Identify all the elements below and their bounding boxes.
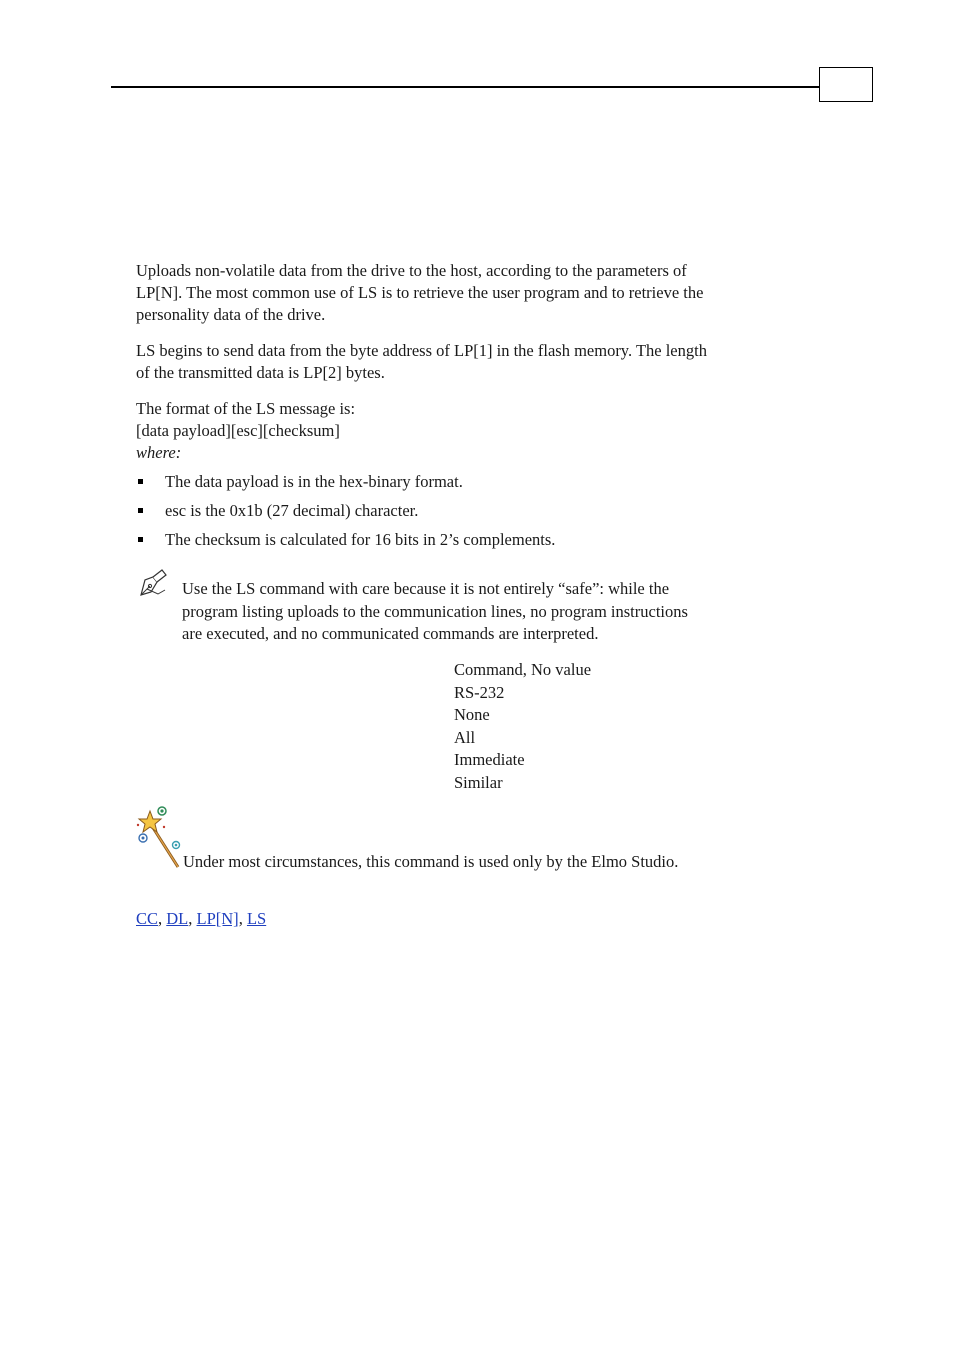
header-rule	[111, 86, 820, 88]
format-string: [data payload][esc][checksum]	[136, 421, 340, 440]
where-label: where:	[136, 443, 182, 462]
text-line: of the transmitted data is LP[2] bytes.	[136, 363, 385, 382]
text-line: program listing uploads to the communication lines, no program instructions	[182, 601, 688, 621]
magic-wand-icon	[134, 805, 182, 869]
format-intro: The format of the LS message is:	[136, 399, 356, 418]
text-line: personality data of the drive.	[136, 305, 326, 324]
description-paragraph-1	[136, 260, 806, 326]
link-separator: ,	[158, 909, 167, 928]
bullet-square-icon	[138, 479, 143, 484]
attribute-type-value: Command, No value	[454, 660, 592, 679]
link-separator: ,	[238, 909, 247, 928]
text-line: Use the LS command with care because it is not entirely “safe”: while the	[182, 579, 670, 598]
description-paragraph-2	[136, 340, 806, 384]
bullet-square-icon	[138, 537, 143, 542]
see-also-links	[136, 908, 266, 930]
link-dl[interactable]: DL	[166, 909, 189, 928]
note-pen-icon	[138, 568, 168, 598]
link-ls[interactable]: LS	[246, 909, 267, 928]
attribute-effect-value: Immediate	[454, 750, 525, 769]
attribute-compatibility-value: Similar	[454, 772, 503, 792]
link-lp-n[interactable]: LP[N]	[196, 909, 239, 928]
attribute-source-value: RS-232	[454, 682, 505, 702]
text-line: LS begins to send data from the byte address of LP[1] in the flash memory. The length	[136, 341, 707, 360]
bullet-square-icon	[138, 508, 143, 513]
tip-text: Under most circumstances, this command is used only by the Elmo Studio.	[183, 852, 679, 871]
attribute-drives-value: All	[454, 727, 476, 747]
page-number-box	[819, 67, 873, 102]
text-line: LP[N]. The most common use of LS is to retrieve the user program and to retrieve the	[136, 283, 704, 302]
link-separator: ,	[188, 909, 197, 928]
list-item-text: The data payload is in the hex-binary format.	[165, 472, 463, 491]
attribute-restrictions-value: None	[454, 705, 490, 724]
format-block	[136, 398, 806, 464]
text-line: Uploads non-volatile data from the drive to the host, according to the parameters of	[136, 261, 687, 280]
attribute-values	[454, 659, 591, 794]
list-item-text: esc is the 0x1b (27 decimal) character.	[165, 501, 419, 520]
text-line: are executed, and no communicated commands are interpreted.	[182, 624, 599, 643]
link-cc[interactable]: CC	[136, 909, 159, 928]
list-item-text: The checksum is calculated for 16 bits in 2’s complements.	[165, 530, 556, 549]
note-text	[182, 578, 802, 646]
